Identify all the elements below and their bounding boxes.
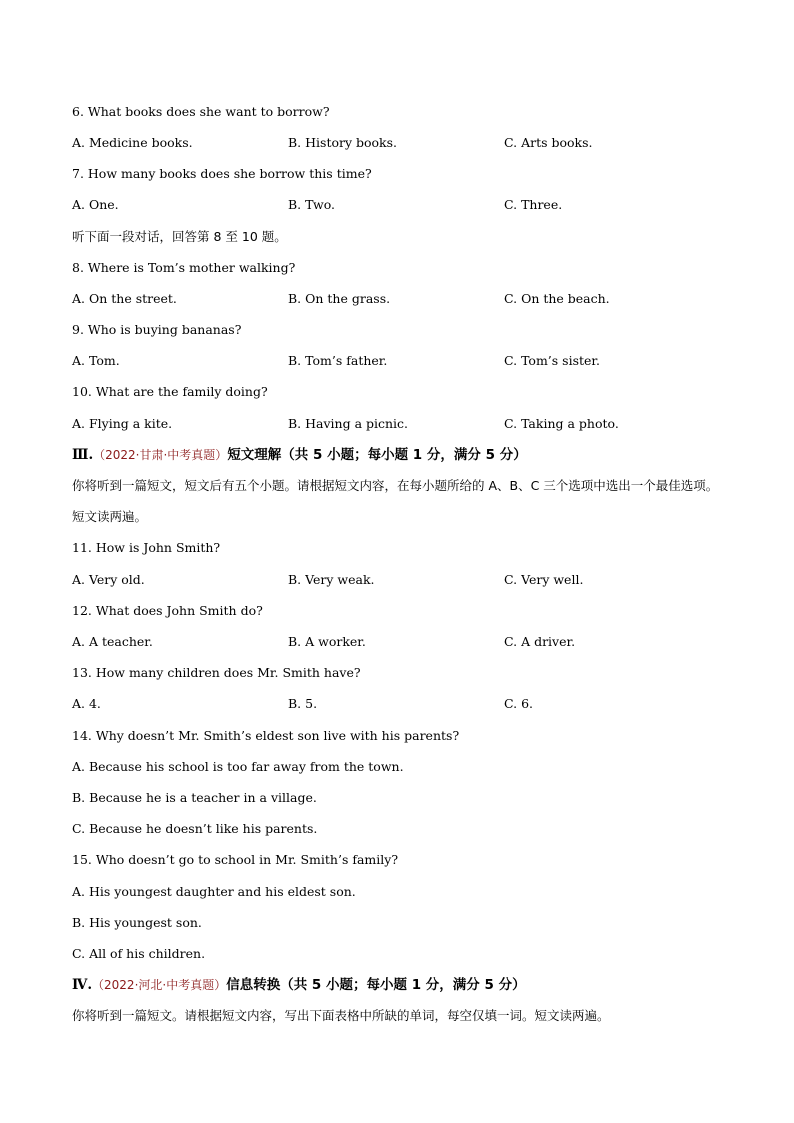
- q10-stem: 10. What are the family doing?: [72, 384, 268, 399]
- q8-option-a: A. On the street.: [72, 291, 177, 306]
- q8-option-c: C. On the beach.: [504, 291, 610, 306]
- q7-stem: 7. How many books does she borrow this time?: [72, 166, 372, 181]
- q12-option-c: C. A driver.: [504, 634, 576, 649]
- section-3-instructions: 你将听到一篇短文，短文后有五个小题。请根据短文内容，在每小题所给的 A、B、C 三个选项中选出一个最佳选项。短文读两遍。: [72, 478, 719, 524]
- section-3-source: （2022·甘肃·中考真题）: [93, 448, 228, 462]
- q11-stem: 11. How is John Smith?: [72, 540, 221, 555]
- section-4-instructions: 你将听到一篇短文。请根据短文内容，写出下面表格中所缺的单词，每空仅填一词。短文读两遍。: [72, 1008, 610, 1023]
- q9-stem: 9. Who is buying bananas?: [72, 322, 242, 337]
- q10-option-a: A. Flying a kite.: [72, 416, 173, 431]
- instruction-8-10: 听下面一段对话，回答第 8 至 10 题。: [72, 229, 287, 244]
- q12-option-a: A. A teacher.: [72, 634, 153, 649]
- q13-stem: 13. How many children does Mr. Smith have?: [72, 665, 361, 680]
- q8-option-b: B. On the grass.: [288, 291, 391, 306]
- section-3-title: 短文理解（共 5 小题；每小题 1 分，满分 5 分）: [227, 447, 527, 463]
- q14-option-c: C. Because he doesn’t like his parents.: [72, 821, 318, 836]
- q15-option-b: B. His youngest son.: [72, 915, 202, 930]
- q7-option-b: B. Two.: [288, 197, 336, 212]
- q6-option-c: C. Arts books.: [504, 135, 593, 150]
- q13-option-b: B. 5.: [288, 696, 318, 711]
- q11-option-b: B. Very weak.: [288, 572, 375, 587]
- section-3-number: Ⅲ.: [72, 447, 94, 463]
- section-4-heading: [72, 976, 526, 994]
- q15-stem: 15. Who doesn’t go to school in Mr. Smith’s family?: [72, 852, 399, 867]
- q11-option-a: A. Very old.: [72, 572, 145, 587]
- q12-option-b: B. A worker.: [288, 634, 366, 649]
- q14-stem: 14. Why doesn’t Mr. Smith’s eldest son live with his parents?: [72, 728, 460, 743]
- q6-option-b: B. History books.: [288, 135, 398, 150]
- q15-option-c: C. All of his children.: [72, 946, 206, 961]
- section-3-heading: [72, 446, 527, 464]
- q12-stem: 12. What does John Smith do?: [72, 603, 263, 618]
- q14-option-a: A. Because his school is too far away from the town.: [72, 759, 404, 774]
- q10-option-c: C. Taking a photo.: [504, 416, 619, 431]
- section-4-source: （2022·河北·中考真题）: [92, 978, 227, 992]
- q9-option-c: C. Tom’s sister.: [504, 353, 600, 368]
- q11-option-c: C. Very well.: [504, 572, 584, 587]
- q10-option-b: B. Having a picnic.: [288, 416, 409, 431]
- q7-option-c: C. Three.: [504, 197, 563, 212]
- q9-option-a: A. Tom.: [72, 353, 120, 368]
- q6-option-a: A. Medicine books.: [72, 135, 193, 150]
- q14-option-b: B. Because he is a teacher in a village.: [72, 790, 317, 805]
- q9-option-b: B. Tom’s father.: [288, 353, 388, 368]
- q15-option-a: A. His youngest daughter and his eldest son.: [72, 884, 356, 899]
- section-4-title: 信息转换（共 5 小题；每小题 1 分，满分 5 分）: [226, 977, 526, 993]
- q6-stem: 6. What books does she want to borrow?: [72, 104, 330, 119]
- q13-option-c: C. 6.: [504, 696, 533, 711]
- q13-option-a: A. 4.: [72, 696, 101, 711]
- section-4-number: Ⅳ.: [72, 977, 93, 993]
- q7-option-a: A. One.: [72, 197, 119, 212]
- q8-stem: 8. Where is Tom’s mother walking?: [72, 260, 296, 275]
